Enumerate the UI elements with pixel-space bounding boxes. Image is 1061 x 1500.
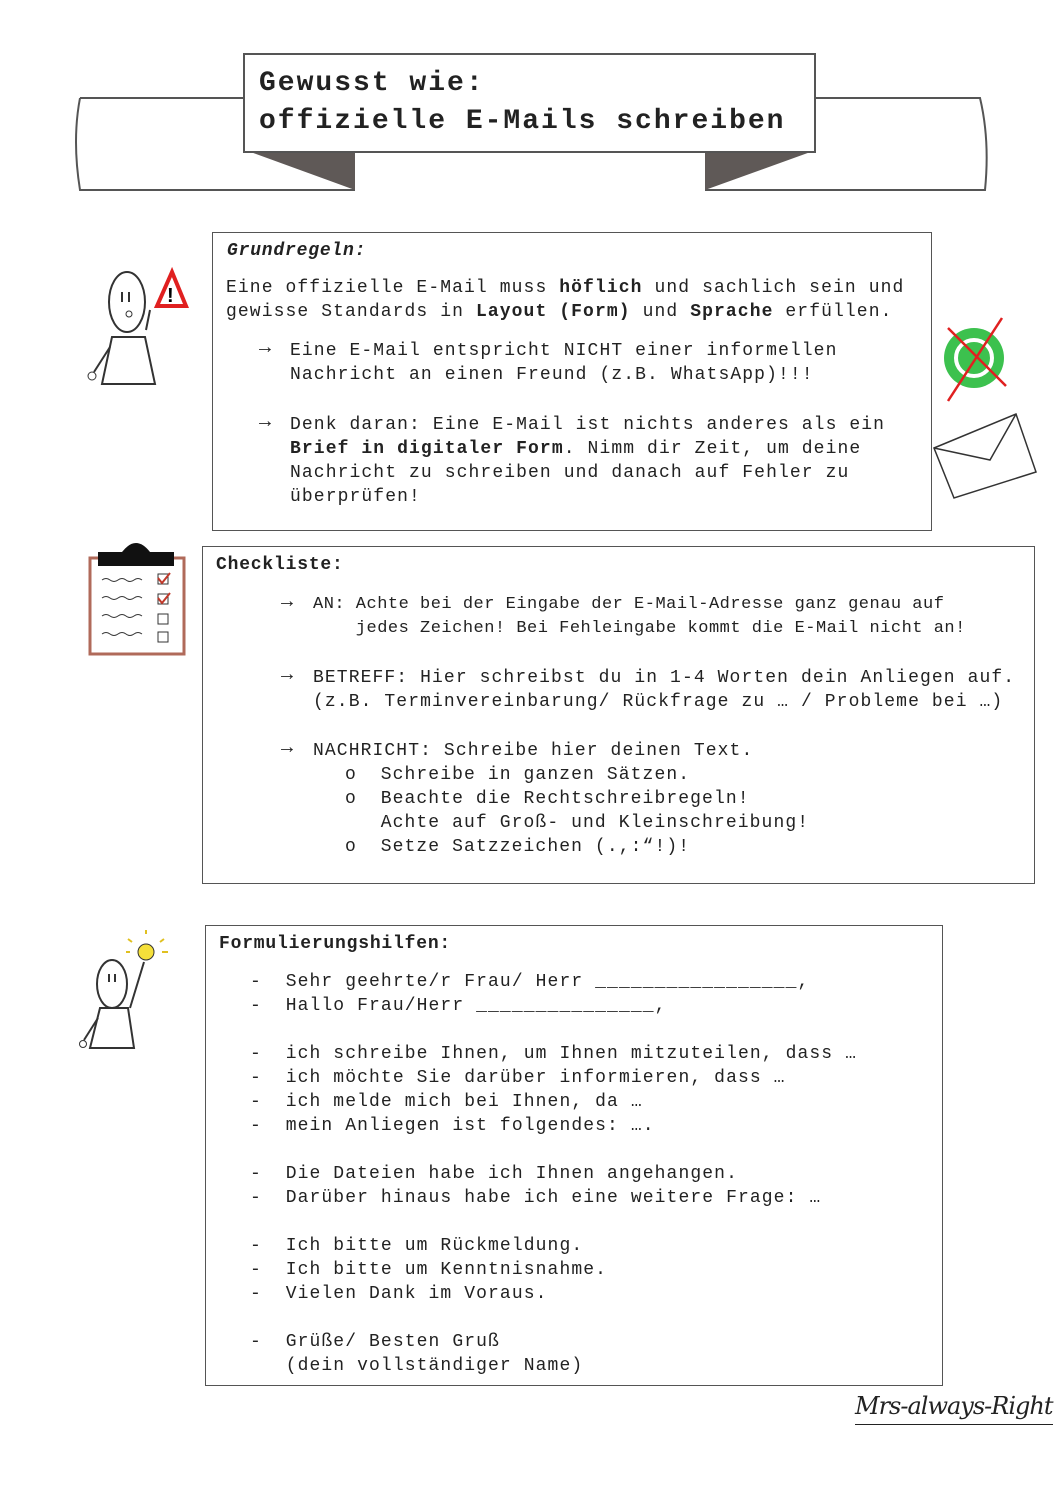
thinking-person-warning-icon <box>82 262 192 392</box>
checkliste-nachricht: NACHRICHT: Schreibe hier deinen Text. <box>313 741 754 761</box>
checkliste-sub-1: o Schreibe in ganzen Sätzen. <box>345 765 691 785</box>
formulierungshilfen-box <box>205 925 943 1386</box>
formulierungshilfen-heading: Formulierungshilfen: <box>219 934 452 954</box>
grundregeln-point-1: Eine E-Mail entspricht NICHT einer informellen Nachricht an einen Freund (z.B. WhatsApp)!!! <box>290 341 838 385</box>
arrow-icon: → <box>281 664 294 687</box>
arrow-icon: → <box>259 337 272 360</box>
whatsapp-crossed-icon <box>936 316 1011 406</box>
signature-logo: Mrs-always-Right <box>855 1392 1053 1425</box>
arrow-icon: → <box>259 411 272 434</box>
svg-text:!: ! <box>167 285 174 307</box>
banner-title: Gewusst wie: offizielle E-Mails schreiben <box>259 68 786 137</box>
formulierungshilfen-list: - Sehr geehrte/r Frau/ Herr _________________, - Hallo Frau/Herr _______________, - ich schreibe Ihnen, um Ihnen mitzuteilen, dass … - ich möchte Sie darüber informieren, dass … - ich melde mich bei Ihnen, da … - mein Anliegen ist folgendes: …. - Die Dateien habe ich Ihnen angehangen. - Darüber hinaus habe ich eine weitere Frage: … - Ich bitte um Rückmeldung. - Ich bitte um Kenntnisnahme. - Vielen Dank im Voraus. - Grüße/ Besten Gruß (dein vollständiger Name) <box>250 972 857 1376</box>
grundregeln-intro: Eine offizielle E-Mail muss höflich und sachlich sein und gewisse Standards in Layout (Form) und Sprache erfüllen. <box>226 278 905 322</box>
checkliste-sub-3: o Setze Satzzeichen (.,:“!)! <box>345 837 691 857</box>
envelope-icon <box>930 410 1040 502</box>
arrow-icon: → <box>281 591 294 614</box>
grundregeln-point-2: Denk daran: Eine E-Mail ist nichts anderes als ein Brief in digitaler Form. Nimm dir Zeit, um deine Nachricht zu schreiben und danach auf Fehler zu überprüfen! <box>290 415 886 507</box>
checkliste-sub-2: o Beachte die Rechtschreibregeln! Achte auf Groß- und Kleinschreibung! <box>345 789 810 833</box>
checkliste-an: AN: Achte bei der Eingabe der E-Mail-Adresse ganz genau auf jedes Zeichen! Bei Fehleingabe kommt die E-Mail nicht an! <box>313 595 966 638</box>
person-idea-lightbulb-icon <box>78 928 170 1054</box>
arrow-icon: → <box>281 737 294 760</box>
checkliste-heading: Checkliste: <box>216 555 344 575</box>
checkliste-betreff: BETREFF: Hier schreibst du in 1-4 Worten dein Anliegen auf. (z.B. Terminvereinbarung/ Rückfrage zu … / Probleme bei …) <box>313 668 1016 712</box>
grundregeln-heading: Grundregeln: <box>227 241 367 261</box>
grundregeln-box <box>212 232 932 531</box>
clipboard-checklist-icon <box>86 538 188 658</box>
checkliste-box <box>202 546 1035 884</box>
banner-title-box <box>243 53 816 153</box>
